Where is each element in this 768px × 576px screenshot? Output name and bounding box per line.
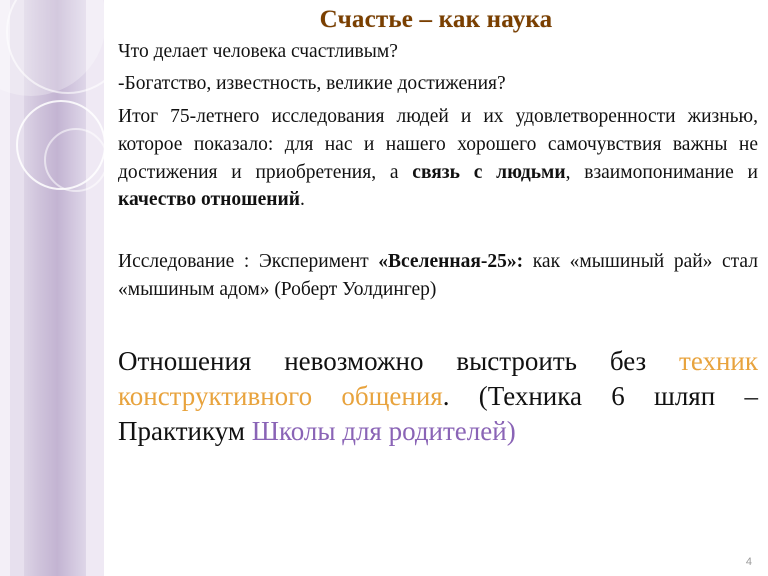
conclusion-highlight-techniques: техник конструктивного общения — [118, 345, 758, 411]
conclusion-paragraph — [118, 344, 758, 449]
decorative-left-band — [0, 0, 104, 576]
body-bold-quality: качество отношений — [118, 189, 300, 211]
body-text-part-3: . — [299, 189, 305, 211]
study-text-part-1: Исследование : Эксперимент — [118, 251, 379, 273]
slide-title: Счастье – как наука — [319, 6, 553, 33]
question-two: -Богатство, известность, великие достижения? — [118, 72, 506, 94]
study-paragraph — [118, 248, 758, 303]
study-text-part-2: как «мышиный рай» стал «мышиным адом» (Роберт Уолдингер) — [118, 251, 758, 300]
conclusion-text-part-3: ) — [506, 415, 516, 446]
body-text-part-1: Итог 75-летнего исследования людей и их удовлетворенности жизнью, которое показало: для нас и нашего хорошего самочувствия важны не достижения и приобретения, а — [118, 106, 758, 183]
conclusion-highlight-school: Школы для родителей — [251, 415, 507, 446]
page-number: 4 — [745, 556, 752, 568]
study-bold-universe25: «Вселенная-25»: — [378, 251, 524, 273]
body-text-part-2: , взаимопонимание и — [565, 161, 758, 183]
question-one: Что делает человека счастливым? — [118, 41, 398, 62]
conclusion-text-part-1: Отношения невозможно выстроить без — [118, 345, 680, 376]
body-bold-connection: связь с людьми — [412, 161, 566, 183]
slide-content — [118, 38, 758, 476]
decorative-circle-outline-small — [44, 128, 108, 192]
conclusion-text-part-2: . (Техника 6 шляп – Практикум — [118, 380, 758, 446]
body-paragraph — [118, 103, 758, 214]
